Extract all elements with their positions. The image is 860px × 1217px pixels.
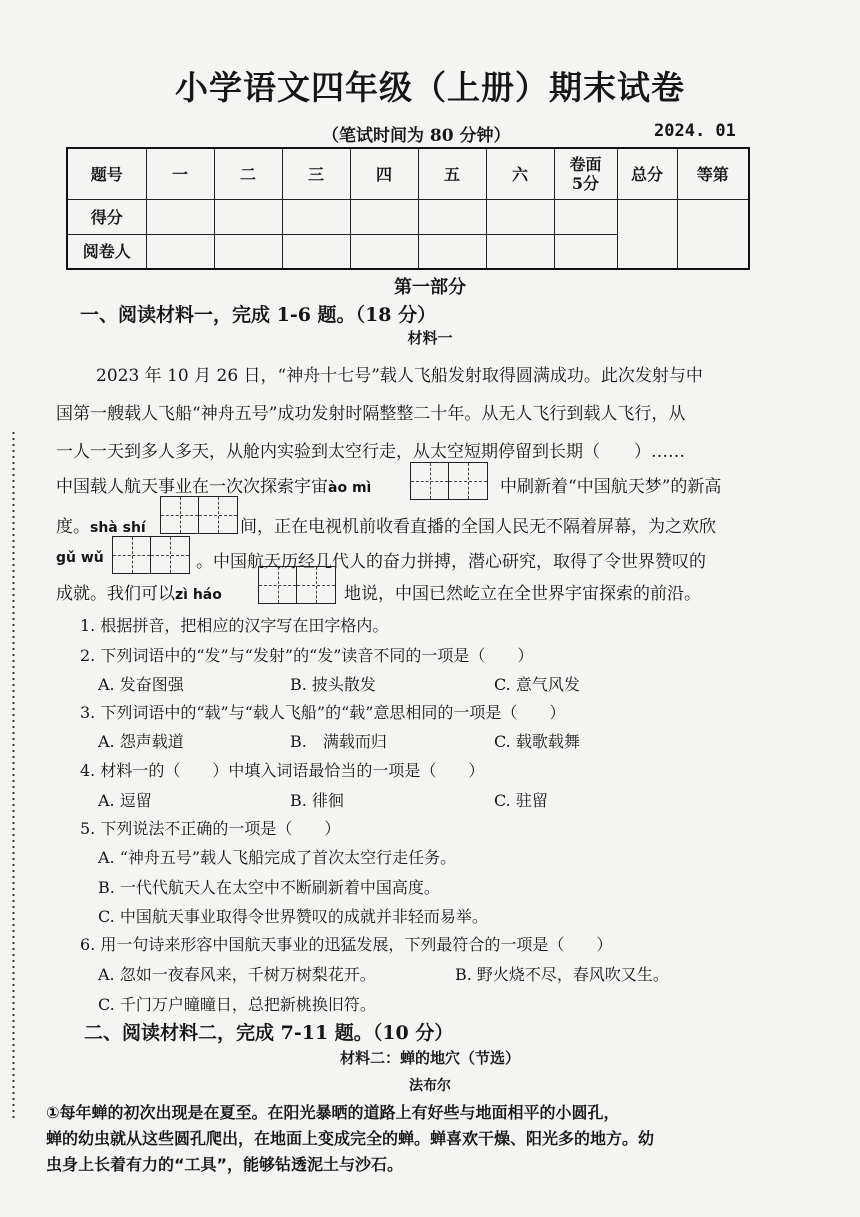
material2-title: 材料二：蝉的地穴（节选） [339,1049,520,1067]
option[interactable]: B. 披头散发 [290,675,376,694]
option[interactable]: B. 野火烧不尽，春风吹又生。 [455,965,669,984]
material2-author: 法布尔 [409,1078,451,1094]
header-cell: 卷面5分 [554,148,617,200]
material1-line [56,512,146,537]
pinyin-prompt: gǔ wǔ [56,550,104,566]
tianzige-cell[interactable] [449,463,487,499]
exam-time: （笔试时间为 80 分钟） [322,126,511,146]
score-cell[interactable] [486,200,554,235]
header-cell: 六 [486,148,554,200]
grader-cell[interactable] [282,234,350,269]
grader-cell[interactable] [418,234,486,269]
exam-title: 小学语文四年级（上册）期末试卷 [175,68,685,107]
exam-date: 2024. 01 [654,121,736,141]
option[interactable]: C. 载歌载舞 [494,732,580,751]
line-text: 中国载人航天事业在一次次探索宇宙 [56,477,328,497]
part-heading: 第一部分 [394,277,466,298]
material2-line: 虫身上长着有力的“工具”，能够钻透泥土与沙石。 [46,1155,404,1174]
grader-cell[interactable] [214,234,282,269]
tianzige-answer-box[interactable] [112,536,190,574]
score-table [66,147,750,270]
option[interactable]: A. 发奋图强 [98,675,184,694]
option[interactable]: A. “神舟五号”载人飞船完成了首次太空行走任务。 [98,848,457,867]
option[interactable]: A. 逗留 [98,791,152,810]
tianzige-cell[interactable] [411,463,449,499]
line-text: 度。 [56,517,90,537]
question-1: 1. 根据拼音，把相应的汉字写在田字格内。 [80,616,389,635]
header-cell: 五 [418,148,486,200]
header-cell: 等第 [677,148,749,200]
option[interactable]: C. 中国航天事业取得令世界赞叹的成就并非轻而易举。 [98,907,488,926]
tianzige-cell[interactable] [199,497,237,533]
section1-heading: 一、阅读材料一，完成 1-6 题。（18 分） [80,304,437,326]
question-3: 3. 下列词语中的“载”与“载人飞船”的“载”意思相同的一项是（ ） [80,703,566,722]
header-cell: 题号 [67,148,146,200]
pinyin-prompt: ào mì [328,480,372,496]
score-cell[interactable] [418,200,486,235]
option[interactable]: B. 徘徊 [290,791,344,810]
tianzige-answer-box[interactable] [410,462,488,500]
tianzige-cell[interactable] [259,567,297,603]
score-table-header-row [67,148,749,200]
option[interactable]: B. 一代代航天人在太空中不断刷新着中国高度。 [98,878,440,897]
score-cell[interactable] [350,200,418,235]
score-row [67,200,749,235]
header-cell: 三 [282,148,350,200]
header-cell: 一 [146,148,214,200]
tianzige-answer-box[interactable] [258,566,336,604]
line-text: 成就。我们可以 [56,584,175,604]
grader-cell[interactable] [554,234,617,269]
question-4: 4. 材料一的（ ）中填入词语最恰当的一项是（ ） [80,761,485,780]
total-score-cell[interactable] [617,200,677,269]
option[interactable]: A. 怨声载道 [98,732,184,751]
pinyin-prompt: zì háo [175,587,222,603]
material1-title: 材料一 [407,329,453,347]
line-text: 地说，中国已然屹立在全世界宇宙探索的前沿。 [344,584,701,604]
score-cell[interactable] [554,200,617,235]
material2-line: ①每年蝉的初次出现是在夏至。在阳光暴晒的道路上有好些与地面相平的小圆孔， [46,1103,620,1122]
option[interactable]: C. 驻留 [494,791,548,810]
material1-line [56,547,104,566]
section2-heading: 二、阅读材料二，完成 7-11 题。（10 分） [84,1022,454,1044]
material1-line [56,472,371,497]
pinyin-prompt: shà shí [90,520,146,536]
line-text: 。中国航天历经几代人的奋力拼搏，潜心研究，取得了令世界赞叹的 [196,552,706,572]
option[interactable]: A. 忽如一夜春风来，千树万树梨花开。 [98,965,376,984]
line-text: 中刷新着“中国航天梦”的新高 [500,477,722,497]
material1-line: 2023 年 10 月 26 日，“神舟十七号”载人飞船发射取得圆满成功。此次发射与中 [96,366,703,386]
tianzige-cell[interactable] [297,567,335,603]
question-5: 5. 下列说法不正确的一项是（ ） [80,819,341,838]
header-cell: 二 [214,148,282,200]
line-text: 间，正在电视机前收看直播的全国人民无不隔着屏幕，为之欢欣 [240,517,716,537]
material2-line: 蝉的幼虫就从这些圆孔爬出，在地面上变成完全的蝉。蝉喜欢干燥、阳光多的地方。幼 [46,1129,655,1148]
tianzige-cell[interactable] [113,537,151,573]
question-2: 2. 下列词语中的“发”与“发射”的“发”读音不同的一项是（ ） [80,646,534,665]
option[interactable]: C. 千门万户曈曈日，总把新桃换旧符。 [98,995,376,1014]
header-cell: 四 [350,148,418,200]
grader-cell[interactable] [486,234,554,269]
tianzige-cell[interactable] [151,537,189,573]
material1-line [56,579,222,604]
score-cell[interactable] [282,200,350,235]
grader-cell[interactable] [350,234,418,269]
question-6: 6. 用一句诗来形容中国航天事业的迅猛发展，下列最符合的一项是（ ） [80,935,613,954]
score-cell[interactable] [146,200,214,235]
tianzige-cell[interactable] [161,497,199,533]
row-label: 得分 [67,200,146,235]
option[interactable]: C. 意气风发 [494,675,580,694]
grade-cell[interactable] [677,200,749,269]
option[interactable]: B. 满载而归 [290,732,387,751]
binding-line [12,430,15,1120]
grader-cell[interactable] [146,234,214,269]
material1-line: 一人一天到多人多天，从舱内实验到太空行走，从太空短期停留到长期（ ）…… [56,442,685,462]
row-label: 阅卷人 [67,234,146,269]
material1-line: 国第一艘载人飞船“神舟五号”成功发射时隔整整二十年。从无人飞行到载人飞行，从 [56,404,686,424]
score-cell[interactable] [214,200,282,235]
tianzige-answer-box[interactable] [160,496,238,534]
header-cell: 总分 [617,148,677,200]
